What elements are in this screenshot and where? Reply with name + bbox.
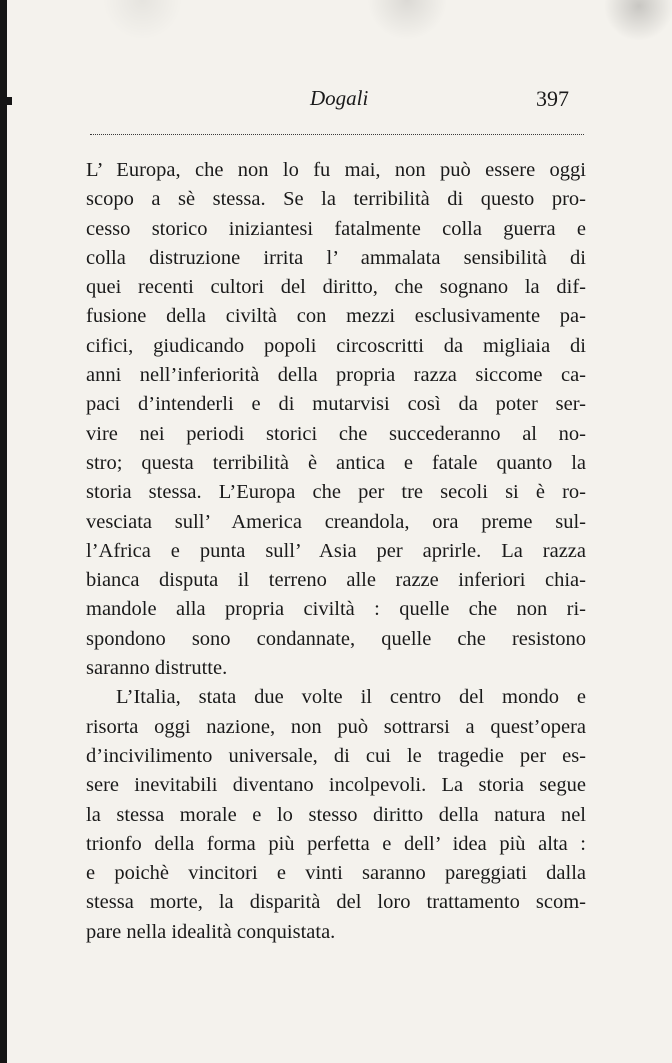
text-line: e poichè vincitori e vinti saranno pareggiati dalla [86, 862, 586, 885]
text-line: mandole alla propria civiltà : quelle che non ri- [86, 598, 586, 621]
text-line: d’incivilimento universale, di cui le tragedie per es- [86, 744, 586, 767]
text-line: bianca disputa il terreno alle razze inferiori chia- [86, 569, 586, 592]
body-text [86, 156, 586, 947]
text-line: colla distruzione irrita l’ ammalata sensibilità di [86, 246, 586, 269]
text-line: sere inevitabili diventano incolpevoli. La storia segue [86, 774, 586, 797]
running-title: Dogali [310, 86, 369, 110]
page-number: 397 [536, 86, 569, 111]
text-line: storia stessa. L’Europa che per tre secoli si è ro- [86, 481, 586, 504]
text-line: cesso storico iniziantesi fatalmente colla guerra e [86, 217, 586, 240]
text-line: spondono sono condannate, quelle che resistono [86, 627, 586, 650]
text-line: vire nei periodi storici che succederanno al no- [86, 422, 586, 445]
text-line: cifici, giudicando popoli circoscritti da migliaia di [86, 334, 586, 357]
text-line: saranno distrutte. [86, 657, 228, 680]
text-line: paci d’intenderli e di mutarvisi così da poter ser- [86, 393, 586, 416]
header-rule [90, 134, 584, 135]
page-header [0, 86, 672, 116]
page-binding-edge [0, 0, 7, 1063]
text-line: risorta oggi nazione, non può sottrarsi a quest’opera [86, 715, 586, 738]
text-line: quei recenti cultori del diritto, che sognano la dif- [86, 276, 586, 299]
scan-smudge [10, 0, 672, 60]
text-line: vesciata sull’ America creandola, ora preme sul- [86, 510, 586, 533]
text-line: fusione della civiltà con mezzi esclusivamente pa- [86, 305, 586, 328]
text-line: scopo a sè stessa. Se la terribilità di questo pro- [86, 188, 586, 211]
text-line: la stessa morale e lo stesso diritto della natura nel [86, 803, 586, 826]
text-line: L’Italia, stata due volte il centro del mondo e [116, 686, 586, 709]
text-line: anni nell’inferiorità della propria razza siccome ca- [86, 364, 586, 387]
text-line: stessa morte, la disparità del loro trattamento scom- [86, 891, 586, 914]
text-line: stro; questa terribilità è antica e fatale quanto la [86, 451, 586, 474]
text-line: l’Africa e punta sull’ Asia per aprirle. La razza [86, 539, 586, 562]
text-line: trionfo della forma più perfetta e dell’ idea più alta : [86, 832, 586, 855]
text-line: pare nella idealità conquistata. [86, 920, 336, 943]
text-line: L’ Europa, che non lo fu mai, non può essere oggi [86, 159, 586, 181]
